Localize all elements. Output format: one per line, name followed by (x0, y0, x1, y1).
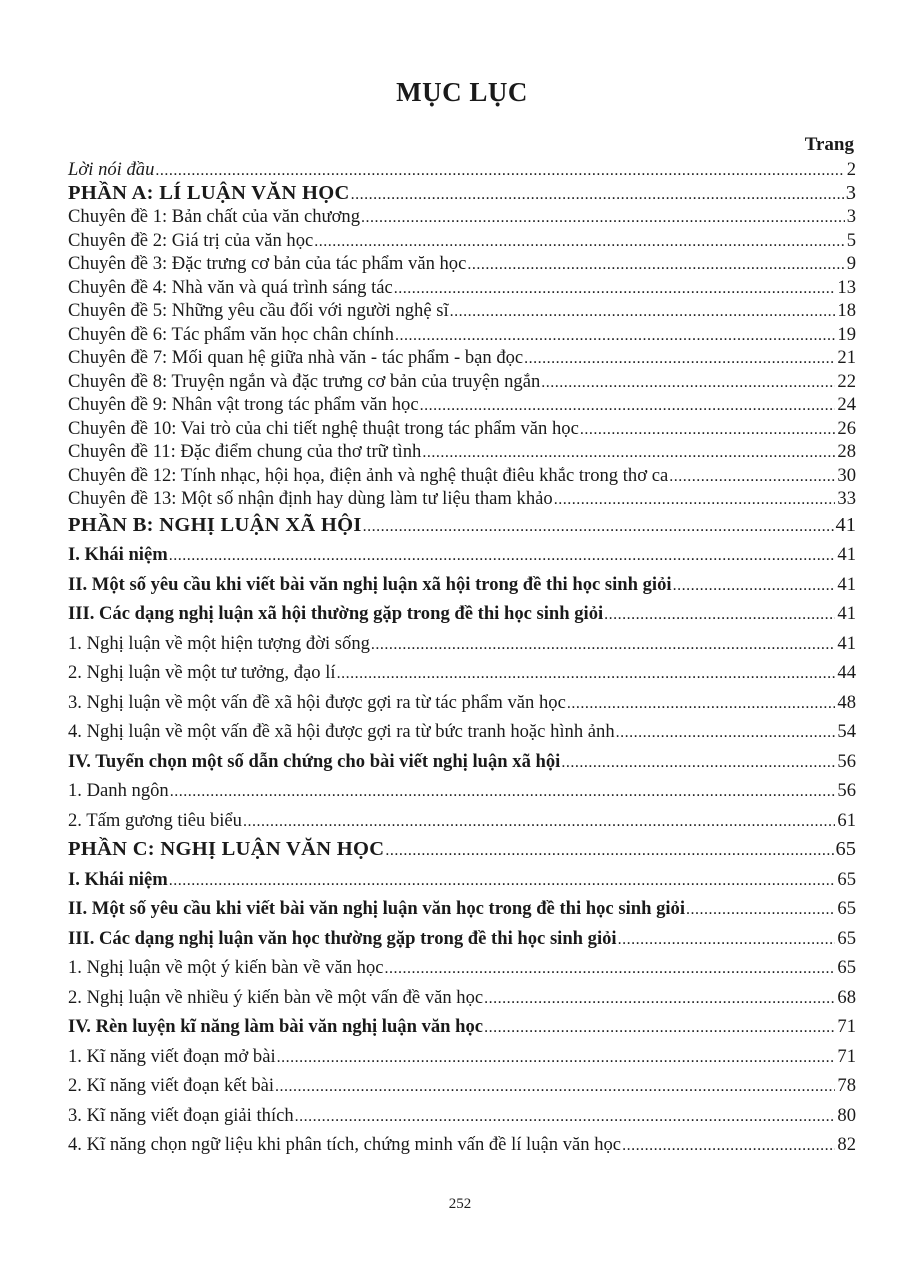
toc-entry-label: Chuyên đề 9: Nhân vật trong tác phẩm văn học (68, 394, 419, 415)
toc-entry (68, 806, 856, 836)
toc-entry-label: Chuyên đề 13: Một số nhận định hay dùng làm tư liệu tham khảo (68, 488, 553, 509)
toc-leader-dots (618, 924, 836, 955)
toc-entry-label: I. Khái niệm (68, 544, 168, 565)
toc-entry-label: PHẦN C: NGHỊ LUẬN VĂN HỌC (68, 838, 385, 860)
toc-entry-page: 56 (837, 750, 856, 772)
toc-entry-label: II. Một số yêu cầu khi viết bài văn nghị luận văn học trong đề thi học sinh giỏi (68, 898, 685, 919)
toc-leader-dots (169, 865, 836, 896)
toc-leader-dots (686, 894, 835, 925)
toc-entry-page: 3 (845, 181, 856, 204)
toc-section-heading (68, 865, 856, 895)
toc-section-heading (68, 1012, 856, 1042)
toc-entry-label: 4. Nghị luận về một vấn đề xã hội được gợi ra từ bức tranh hoặc hình ảnh (68, 721, 615, 742)
toc-entry-page: 71 (837, 1045, 856, 1067)
toc-entry-label: 2. Tấm gương tiêu biểu (68, 809, 242, 831)
toc-leader-dots (277, 1042, 836, 1073)
toc-entry-page: 44 (837, 662, 856, 683)
toc-entry-label: Chuyên đề 12: Tính nhạc, hội họa, điện ảnh và nghệ thuật điêu khắc trong thơ ca (68, 464, 669, 486)
toc-entry-page: 65 (835, 838, 856, 860)
toc-entry-label: 4. Kĩ năng chọn ngữ liệu khi phân tích, chứng minh vấn đề lí luận văn học (68, 1134, 622, 1155)
toc-entry-page: 48 (837, 691, 856, 713)
toc-entry (68, 346, 856, 370)
toc-entry-page: 41 (837, 603, 856, 624)
toc-entry (68, 440, 856, 464)
toc-entry (68, 252, 856, 276)
toc-leader-dots (669, 464, 835, 489)
toc-leader-dots (169, 540, 836, 571)
toc-leader-dots (385, 953, 836, 984)
toc-entry-label: PHẦN A: LÍ LUẬN VĂN HỌC (68, 181, 350, 204)
toc-entry (68, 658, 856, 688)
toc-leader-dots (394, 276, 836, 301)
toc-leader-dots (561, 747, 835, 778)
toc-section-heading (68, 599, 856, 629)
toc-entry-label: 1. Nghị luận về một hiện tượng đời sống (68, 632, 370, 654)
toc-entry-label: PHẦN B: NGHỊ LUẬN XÃ HỘI (68, 513, 362, 536)
toc-entry-page: 18 (837, 300, 856, 321)
toc-entry (68, 1071, 856, 1101)
toc-entry-label: Lời nói đầu (68, 159, 155, 180)
toc-entry-label: 2. Kĩ năng viết đoạn kết bài (68, 1075, 275, 1096)
toc-entry-page: 54 (837, 721, 856, 742)
toc-entry (68, 229, 856, 253)
toc-entry-preface (68, 158, 856, 182)
toc-entry (68, 1042, 856, 1072)
toc-leader-dots (616, 717, 836, 748)
toc-entry (68, 1130, 856, 1160)
toc-entry (68, 717, 856, 747)
toc-entry-page: 56 (837, 780, 856, 801)
toc-entry (68, 299, 856, 323)
toc-entry (68, 629, 856, 659)
page-number: 252 (448, 1196, 472, 1212)
toc-entry-label: Chuyên đề 10: Vai trò của chi tiết nghệ thuật trong tác phẩm văn học (68, 417, 579, 439)
toc-leader-dots (484, 983, 835, 1014)
toc-entry-page: 28 (837, 441, 856, 462)
toc-leader-dots (170, 776, 836, 807)
toc-leader-dots (385, 835, 833, 866)
toc-entry-page: 19 (837, 323, 856, 345)
toc-entry-label: 3. Nghị luận về một vấn đề xã hội được gợi ra từ tác phẩm văn học (68, 691, 566, 713)
toc-entry-page: 2 (846, 159, 856, 180)
toc-entry-page: 80 (837, 1104, 856, 1126)
toc-entry (68, 205, 856, 229)
toc-leader-dots (351, 182, 844, 207)
toc-leader-dots (363, 511, 834, 542)
toc-entry-page: 33 (837, 488, 856, 509)
toc-leader-dots (295, 1101, 836, 1132)
toc-entry-label: 1. Danh ngôn (68, 780, 169, 801)
toc-entry-label: I. Khái niệm (68, 868, 168, 890)
toc-entry-label: Chuyên đề 5: Những yêu cầu đối với người nghệ sĩ (68, 300, 449, 321)
toc-entry (68, 276, 856, 300)
toc-entry-page: 41 (837, 544, 856, 565)
toc-leader-dots (420, 393, 836, 418)
toc-entry-label: Chuyên đề 4: Nhà văn và quá trình sáng tác (68, 276, 393, 298)
toc-entry-page: 41 (835, 513, 856, 536)
toc-entry-page: 65 (837, 898, 856, 919)
toc-entry-page: 78 (837, 1075, 856, 1096)
toc-entry-label: III. Các dạng nghị luận xã hội thường gặp trong đề thi học sinh giỏi (68, 603, 604, 624)
toc-entry-page: 21 (837, 347, 856, 368)
toc-entry (68, 393, 856, 417)
toc-entry-label: IV. Rèn luyện kĩ năng làm bài văn nghị luận văn học (68, 1016, 484, 1037)
toc-entry-page: 41 (837, 632, 856, 654)
toc-entry (68, 1101, 856, 1131)
page-column-header: Trang (804, 134, 854, 155)
toc-entry (68, 323, 856, 347)
toc-entry-page: 65 (837, 927, 856, 949)
toc-leader-dots (673, 570, 836, 601)
toc-entry (68, 487, 856, 511)
toc-entry-page: 22 (837, 370, 856, 392)
toc-section-heading (68, 540, 856, 570)
toc-leader-dots (622, 1130, 835, 1161)
toc-section-heading (68, 924, 856, 954)
toc-leader-dots (422, 440, 835, 465)
toc-entry (68, 688, 856, 718)
toc-entry-label: Chuyên đề 7: Mối quan hệ giữa nhà văn - tác phẩm - bạn đọc (68, 347, 524, 368)
toc-entry-page: 9 (846, 253, 856, 274)
toc-entry-page: 24 (837, 394, 856, 415)
toc-entry (68, 370, 856, 394)
toc-entry-page: 65 (837, 868, 856, 890)
toc-entry-page: 41 (837, 573, 856, 595)
toc-entry (68, 417, 856, 441)
table-of-contents (68, 158, 856, 1160)
toc-entry-label: 1. Nghị luận về một ý kiến bàn về văn học (68, 957, 384, 978)
toc-leader-dots (450, 299, 836, 324)
toc-leader-dots (371, 629, 835, 660)
toc-leader-dots (467, 252, 844, 277)
toc-leader-dots (243, 806, 835, 837)
toc-leader-dots (155, 158, 844, 183)
toc-entry-page: 13 (837, 276, 856, 298)
toc-leader-dots (524, 346, 835, 371)
toc-entry-page: 71 (837, 1016, 856, 1037)
toc-section-heading (68, 894, 856, 924)
toc-leader-dots (314, 229, 844, 254)
toc-entry-label: Chuyên đề 2: Giá trị của văn học (68, 229, 314, 251)
toc-part-heading (68, 511, 856, 541)
toc-entry-label: 3. Kĩ năng viết đoạn giải thích (68, 1104, 294, 1126)
toc-entry-label: Chuyên đề 3: Đặc trưng cơ bản của tác phẩm văn học (68, 253, 467, 274)
toc-entry-label: 2. Nghị luận về một tư tưởng, đạo lí (68, 662, 336, 683)
toc-entry-label: 1. Kĩ năng viết đoạn mở bài (68, 1045, 276, 1067)
toc-entry-label: Chuyên đề 8: Truyện ngắn và đặc trưng cơ bản của truyện ngắn (68, 370, 541, 392)
toc-leader-dots (361, 205, 845, 230)
toc-entry-page: 30 (837, 464, 856, 486)
toc-leader-dots (395, 323, 835, 348)
toc-leader-dots (275, 1071, 835, 1102)
page-title: MỤC LỤC (396, 77, 528, 107)
toc-leader-dots (580, 417, 836, 442)
toc-leader-dots (604, 599, 835, 630)
toc-part-heading (68, 182, 856, 206)
toc-entry-page: 61 (837, 809, 856, 831)
toc-entry-label: Chuyên đề 1: Bản chất của văn chương (68, 206, 361, 227)
toc-entry-label: Chuyên đề 11: Đặc điểm chung của thơ trữ tình (68, 441, 422, 462)
toc-entry-label: III. Các dạng nghị luận văn học thường gặp trong đề thi học sinh giỏi (68, 927, 617, 949)
toc-entry-label: 2. Nghị luận về nhiều ý kiến bàn về một vấn đề văn học (68, 986, 484, 1008)
toc-section-heading (68, 747, 856, 777)
toc-entry-label: IV. Tuyển chọn một số dẫn chứng cho bài viết nghị luận xã hội (68, 750, 561, 772)
toc-entry-page: 65 (837, 957, 856, 978)
toc-entry (68, 776, 856, 806)
toc-entry-page: 68 (837, 986, 856, 1008)
toc-entry (68, 953, 856, 983)
toc-leader-dots (567, 688, 836, 719)
toc-entry-page: 82 (837, 1134, 856, 1155)
toc-leader-dots (337, 658, 836, 689)
toc-entry-page: 5 (846, 229, 856, 251)
toc-entry-label: Chuyên đề 6: Tác phẩm văn học chân chính (68, 323, 394, 345)
toc-entry-page: 3 (846, 206, 856, 227)
toc-leader-dots (541, 370, 835, 395)
toc-entry-page: 26 (837, 417, 856, 439)
toc-leader-dots (554, 487, 836, 512)
toc-section-heading (68, 570, 856, 600)
toc-entry (68, 464, 856, 488)
toc-entry (68, 983, 856, 1013)
toc-part-heading (68, 835, 856, 865)
toc-entry-label: II. Một số yêu cầu khi viết bài văn nghị luận xã hội trong đề thi học sinh giỏi (68, 573, 672, 595)
toc-leader-dots (484, 1012, 835, 1043)
